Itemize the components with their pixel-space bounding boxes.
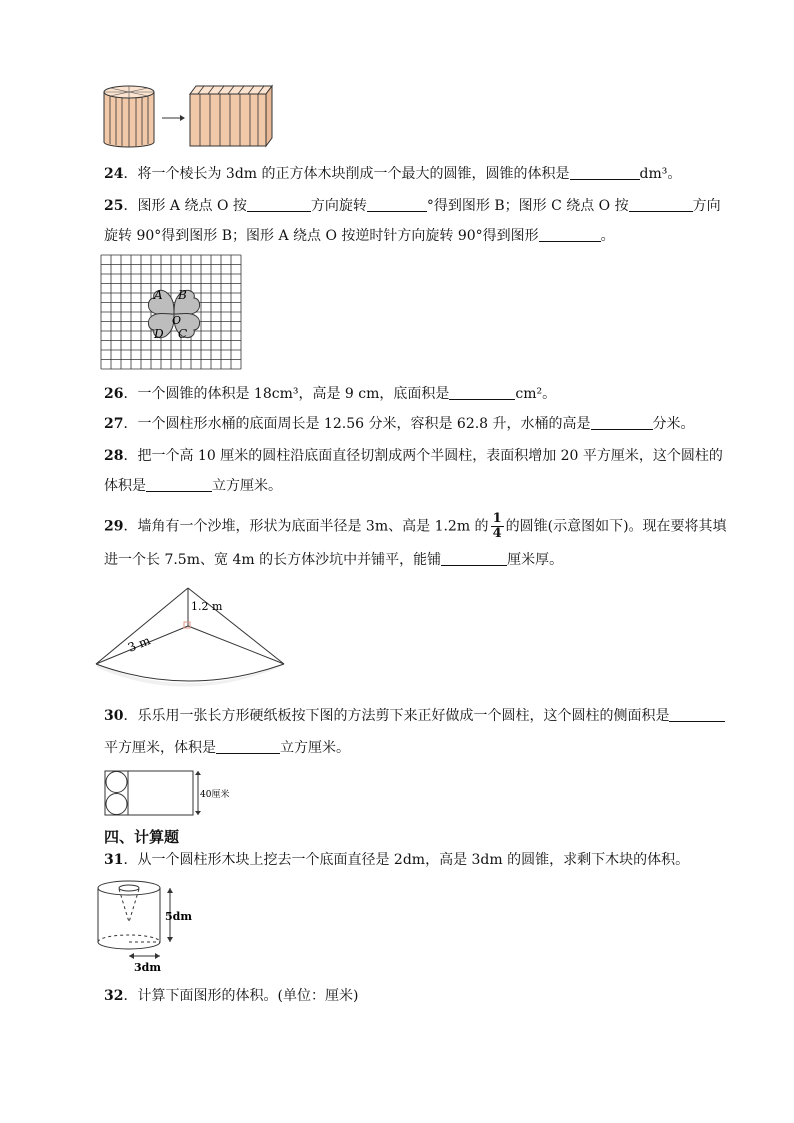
question-text: ．图形 A 绕点 O 按	[123, 198, 247, 214]
question-text: ．将一个棱长为 3dm 的正方体木块削成一个最大的圆锥，圆锥的体积是	[123, 166, 570, 182]
question-number: 24	[104, 166, 124, 182]
question-28-line-2	[104, 476, 282, 496]
question-30-line-2	[104, 738, 350, 758]
label-c: C	[178, 327, 188, 341]
question-number: 28	[104, 448, 124, 464]
question-25-line-2	[104, 226, 615, 246]
question-27	[104, 414, 695, 434]
question-number: 26	[104, 386, 124, 402]
question-text: °得到图形 B；图形 C 绕点 O 按	[426, 198, 629, 214]
question-text: 立方厘米。	[280, 740, 350, 756]
label-b: B	[178, 288, 187, 302]
label-a: A	[154, 288, 163, 302]
unit-text: 分米。	[652, 416, 695, 432]
arrow-icon	[162, 115, 185, 121]
question-text: 的圆锥(示意图如下)。现在要将其填	[505, 518, 727, 535]
hollowed-cylinder-figure	[90, 878, 220, 978]
question-text: ．一个圆柱形水桶的底面周长是 12.56 分米，容积是 62.8 升，水桶的高是	[123, 416, 591, 432]
question-text: ．计算下面图形的体积。(单位：厘米)	[123, 988, 359, 1004]
dimension-label: 40厘米	[200, 790, 230, 800]
answer-blank[interactable]	[216, 739, 280, 754]
question-28-line-1	[104, 446, 723, 466]
question-number: 25	[104, 198, 124, 214]
answer-blank[interactable]	[539, 227, 601, 242]
fraction-denominator: 4	[492, 526, 502, 541]
question-number: 32	[104, 988, 124, 1004]
cardboard-net-figure	[104, 770, 244, 818]
radius-label: 3dm	[134, 961, 161, 974]
question-text: 方向旋转	[310, 198, 367, 214]
answer-blank[interactable]	[247, 197, 311, 212]
question-24	[104, 164, 681, 184]
radius-label: 3 m	[125, 633, 153, 655]
unit-text: dm³。	[639, 166, 682, 182]
question-text: 方向	[692, 198, 721, 214]
question-26	[104, 384, 556, 404]
question-text: 平方厘米，体积是	[104, 740, 216, 756]
question-text: 进一个长 7.5m、宽 4m 的长方体沙坑中并铺平，能铺	[104, 552, 442, 568]
answer-blank[interactable]	[367, 197, 427, 212]
question-text: ．把一个高 10 厘米的圆柱沿底面直径切割成两个半圆柱，表面积增加 20 平方厘米，这个圆柱的	[123, 448, 723, 464]
answer-blank[interactable]	[146, 477, 212, 492]
question-number: 27	[104, 416, 124, 432]
height-label: 5dm	[165, 910, 192, 923]
question-29-line-2	[104, 550, 563, 570]
height-label: 1.2 m	[191, 600, 223, 613]
question-number: 30	[104, 708, 124, 724]
unit-text: cm²。	[515, 386, 557, 402]
question-text: ．从一个圆柱形木块上挖去一个底面直径是 2dm，高是 3dm 的圆锥，求剩下木块的体积。	[123, 852, 690, 868]
rotation-grid-figure	[100, 254, 244, 374]
question-number: 31	[104, 852, 124, 868]
question-text: 立方厘米。	[212, 478, 282, 494]
question-text: 。	[600, 228, 615, 244]
label-d: D	[154, 327, 164, 341]
question-text: 厘米厚。	[507, 552, 564, 568]
question-29-line-1	[104, 512, 727, 541]
fraction-numerator: 1	[492, 511, 502, 526]
question-text: 体积是	[104, 478, 146, 494]
question-text: 旋转 90°得到图形 B；图形 A 绕点 O 按逆时针方向旋转 90°得到图形	[104, 228, 539, 244]
quarter-cone-figure	[92, 582, 288, 694]
fraction	[491, 512, 504, 541]
rectangular-solid	[190, 86, 272, 146]
question-30-line-1	[104, 706, 725, 726]
answer-blank[interactable]	[591, 415, 653, 430]
section-heading: 四、计算题	[104, 828, 180, 846]
question-text: ．乐乐用一张长方形硬纸板按下图的方法剪下来正好做成一个圆柱，这个圆柱的侧面积是	[123, 708, 670, 724]
striped-cylinder	[104, 86, 154, 147]
cylinder-to-cuboid-figure	[100, 82, 280, 150]
question-number: 29	[104, 518, 124, 535]
answer-blank[interactable]	[629, 197, 693, 212]
question-31	[104, 850, 689, 870]
question-text: ．一个圆锥的体积是 18cm³，高是 9 cm，底面积是	[123, 386, 450, 402]
answer-blank[interactable]	[570, 165, 640, 180]
answer-blank[interactable]	[449, 385, 515, 400]
label-o: O	[172, 314, 182, 327]
question-32	[104, 986, 358, 1006]
question-25-line-1	[104, 196, 721, 216]
answer-blank[interactable]	[669, 707, 725, 722]
answer-blank[interactable]	[441, 551, 507, 566]
question-text: ．墙角有一个沙堆，形状为底面半径是 3m、高是 1.2m 的	[123, 518, 489, 535]
